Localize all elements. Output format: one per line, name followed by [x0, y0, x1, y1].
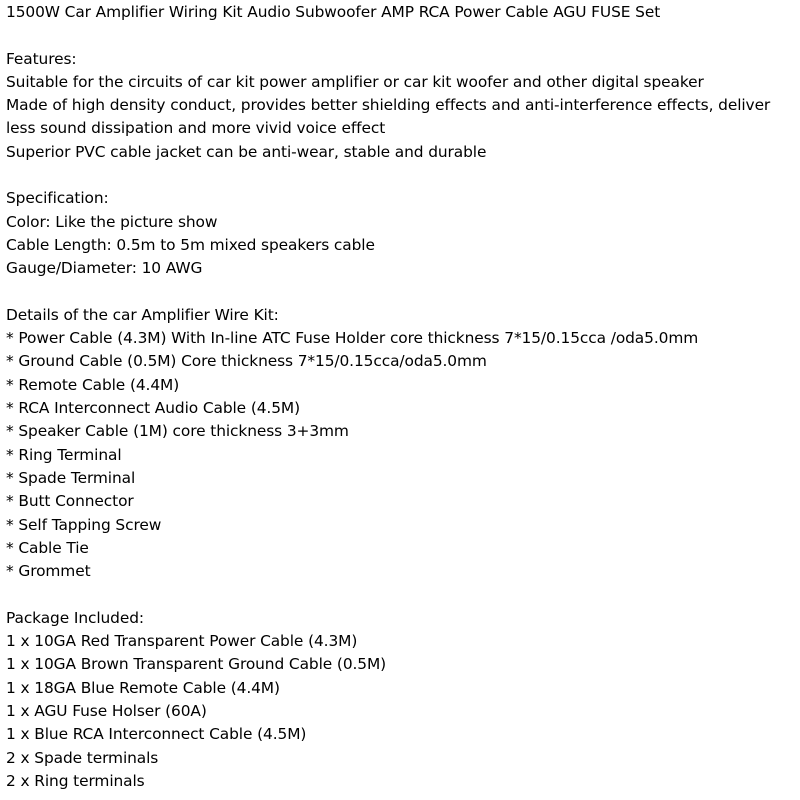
features-line: Suitable for the circuits of car kit power amplifier or car kit woofer and other digital speaker: [6, 72, 704, 91]
spacer: [6, 24, 796, 47]
spacer: [6, 281, 796, 304]
details-item: * Grommet: [6, 562, 91, 581]
package-item: 1 x 10GA Red Transparent Power Cable (4.3M): [6, 632, 358, 651]
product-title: 1500W Car Amplifier Wiring Kit Audio Subwoofer AMP RCA Power Cable AGU FUSE Set: [6, 3, 661, 21]
spacer: [6, 164, 796, 187]
package-item: 2 x Spade terminals: [6, 748, 159, 767]
spacer: [6, 583, 796, 606]
package-item: 2 x Ring terminals: [6, 771, 145, 790]
features-line: less sound dissipation and more vivid voice effect: [6, 119, 386, 138]
package-item: 1 x Blue RCA Interconnect Cable (4.5M): [6, 725, 307, 744]
package-heading: Package Included:: [6, 608, 144, 627]
details-item: * Ring Terminal: [6, 445, 122, 464]
specification-line: Gauge/Diameter: 10 AWG: [6, 259, 203, 278]
product-description: [6, 1, 796, 793]
package-item: 1 x 18GA Blue Remote Cable (4.4M): [6, 678, 280, 697]
specification-line: Cable Length: 0.5m to 5m mixed speakers cable: [6, 235, 375, 254]
details-item: * Power Cable (4.3M) With In-line ATC Fuse Holder core thickness 7*15/0.15cca /oda5.0mm: [6, 329, 699, 348]
details-item: * Speaker Cable (1M) core thickness 3+3mm: [6, 422, 349, 441]
details-item: * RCA Interconnect Audio Cable (4.5M): [6, 399, 300, 418]
features-line: Made of high density conduct, provides better shielding effects and anti-interference effects, deliver: [6, 96, 771, 115]
features-heading: Features:: [6, 49, 77, 68]
details-item: * Butt Connector: [6, 492, 134, 511]
details-item: * Ground Cable (0.5M) Core thickness 7*15/0.15cca/oda5.0mm: [6, 352, 487, 371]
specification-heading: Specification:: [6, 189, 109, 208]
details-heading: Details of the car Amplifier Wire Kit:: [6, 305, 279, 324]
specification-line: Color: Like the picture show: [6, 212, 218, 231]
details-item: * Self Tapping Screw: [6, 515, 162, 534]
details-item: * Remote Cable (4.4M): [6, 375, 180, 394]
details-item: * Spade Terminal: [6, 468, 136, 487]
package-item: 1 x 10GA Brown Transparent Ground Cable (0.5M): [6, 655, 387, 674]
details-item: * Cable Tie: [6, 538, 89, 557]
package-item: 1 x AGU Fuse Holser (60A): [6, 701, 207, 720]
features-line: Superior PVC cable jacket can be anti-wear, stable and durable: [6, 142, 487, 161]
